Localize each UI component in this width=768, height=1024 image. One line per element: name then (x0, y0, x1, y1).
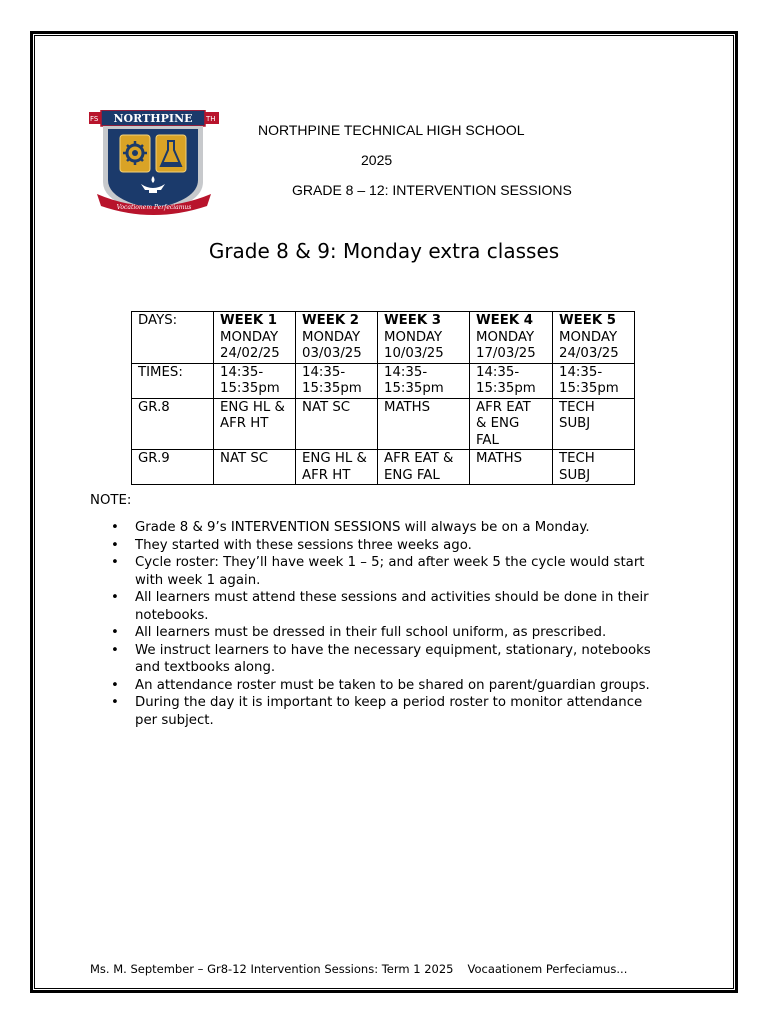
notes-list (0, 519, 680, 729)
note-text: All learners must attend these sessions and activities should be done in their (135, 590, 649, 605)
note-item (0, 694, 680, 729)
subject-line: & ENG (476, 416, 520, 431)
bullet-icon: • (111, 537, 119, 553)
footer-motto-text: Vocaationem Perfeciamus... (467, 962, 628, 976)
time-start: 14:35- (476, 364, 520, 380)
crest-banner-left-fragment: FS (90, 115, 99, 123)
schedule-table (131, 311, 635, 485)
note-text: During the day it is important to keep a period roster to monitor attendance (135, 695, 643, 710)
week-5-header-cell (553, 312, 635, 364)
gr8-subject-cell (296, 398, 378, 450)
time-end: 15:35pm (302, 381, 362, 396)
week-day: MONDAY (384, 329, 443, 345)
subject-line: AFR EAT (476, 399, 531, 415)
subject-line: AFR HT (302, 467, 351, 483)
sessions-subtitle: GRADE 8 – 12: INTERVENTION SESSIONS (292, 182, 572, 198)
footer-left-text: Ms. M. September – Gr8-12 Intervention Sessions: Term 1 2025 (90, 962, 454, 976)
week-3-time-cell (378, 363, 470, 398)
time-end: 15:35pm (559, 381, 619, 396)
note-text: Grade 8 & 9’s INTERVENTION SESSIONS will always be on a Monday. (135, 520, 590, 535)
schedule-row-gr9 (132, 450, 635, 485)
grade-label: GR.9 (138, 451, 170, 466)
week-1-time-cell (214, 363, 296, 398)
note-item (0, 554, 680, 589)
note-text: and textbooks along. (135, 660, 276, 675)
subject-line: ENG HL & (220, 399, 285, 415)
gr9-subject-cell (470, 450, 553, 485)
gr9-label-cell (132, 450, 214, 485)
week-label: WEEK 5 (559, 313, 617, 328)
subject-line: SUBJ (559, 467, 591, 483)
gr9-subject-cell (214, 450, 296, 485)
subject-line: FAL (476, 432, 499, 448)
time-end: 15:35pm (220, 381, 280, 396)
week-label: WEEK 2 (302, 313, 360, 328)
crest-motto-ribbon: Vocationem Perfeciamus (116, 204, 192, 211)
bullet-icon: • (111, 520, 119, 535)
gr9-subject-cell (553, 450, 635, 485)
year-heading: 2025 (361, 152, 393, 168)
subject-line: AFR HT (220, 416, 269, 431)
school-crest-logo (89, 110, 219, 220)
time-end: 15:35pm (476, 381, 536, 396)
week-day: MONDAY (476, 329, 535, 345)
week-day: MONDAY (220, 329, 279, 345)
subject-line: NAT SC (302, 399, 351, 415)
crest-banner-text: NORTHPINE (113, 112, 193, 125)
note-text: They started with these sessions three weeks ago. (135, 537, 472, 553)
gr8-subject-cell (378, 398, 470, 450)
document-title: Grade 8 & 9: Monday extra classes (208, 239, 560, 263)
week-date: 17/03/25 (476, 346, 536, 361)
page-footer (90, 962, 627, 976)
note-text: An attendance roster must be taken to be shared on parent/guardian groups. (135, 677, 650, 693)
week-1-header-cell (214, 312, 296, 364)
gr8-subject-cell (553, 398, 635, 450)
schedule-row-gr8 (132, 398, 635, 450)
week-3-header-cell (378, 312, 470, 364)
note-text: We instruct learners to have the necessary equipment, stationary, notebooks (135, 642, 651, 658)
gr8-subject-cell (214, 398, 296, 450)
note-item (0, 537, 680, 555)
subject-line: MATHS (384, 399, 431, 415)
subject-line: AFR EAT & (384, 451, 454, 466)
note-item (0, 624, 680, 642)
bullet-icon: • (111, 555, 119, 570)
week-4-time-cell (470, 363, 553, 398)
times-label-cell (132, 363, 214, 398)
subject-line: ENG HL & (302, 451, 367, 466)
gr9-subject-cell (378, 450, 470, 485)
subject-line: SUBJ (559, 416, 591, 431)
time-start: 14:35- (302, 364, 346, 380)
note-item (0, 519, 680, 537)
week-date: 24/02/25 (220, 346, 280, 361)
time-start: 14:35- (559, 364, 603, 380)
week-day: MONDAY (559, 329, 618, 345)
gr8-subject-cell (470, 398, 553, 450)
note-text: with week 1 again. (135, 572, 261, 588)
note-text: Cycle roster: They’ll have week 1 – 5; and after week 5 the cycle would start (135, 555, 645, 570)
week-date: 24/03/25 (559, 346, 619, 361)
bullet-icon: • (111, 677, 119, 693)
days-label: DAYS: (138, 313, 178, 328)
days-label-cell (132, 312, 214, 364)
times-label: TIMES: (138, 364, 183, 380)
time-end: 15:35pm (384, 381, 444, 396)
bullet-icon: • (111, 625, 119, 640)
week-2-time-cell (296, 363, 378, 398)
week-label: WEEK 1 (220, 313, 278, 328)
week-date: 10/03/25 (384, 346, 444, 361)
week-4-header-cell (470, 312, 553, 364)
subject-line: TECH (559, 451, 595, 466)
bullet-icon: • (111, 642, 119, 658)
note-item (0, 677, 680, 695)
grade-label: GR.8 (138, 399, 170, 415)
week-label: WEEK 4 (476, 313, 534, 328)
bullet-icon: • (111, 695, 119, 710)
week-label: WEEK 3 (384, 313, 442, 328)
week-2-header-cell (296, 312, 378, 364)
week-day: MONDAY (302, 329, 361, 345)
note-text: notebooks. (135, 607, 209, 623)
note-text: All learners must be dressed in their full school uniform, as prescribed. (135, 625, 607, 640)
schedule-row-times (132, 363, 635, 398)
gr9-subject-cell (296, 450, 378, 485)
schedule-row-days (132, 312, 635, 364)
note-text: per subject. (135, 712, 214, 728)
week-5-time-cell (553, 363, 635, 398)
school-name-heading: NORTHPINE TECHNICAL HIGH SCHOOL (258, 122, 525, 138)
note-item (0, 589, 680, 624)
gr8-label-cell (132, 398, 214, 450)
subject-line: MATHS (476, 451, 523, 466)
subject-line: TECH (559, 399, 595, 415)
time-start: 14:35- (384, 364, 428, 380)
time-start: 14:35- (220, 364, 264, 380)
subject-line: NAT SC (220, 451, 269, 466)
note-item (0, 642, 680, 677)
subject-line: ENG FAL (384, 467, 440, 483)
crest-banner-right-fragment: TH (206, 115, 216, 123)
bullet-icon: • (111, 590, 119, 605)
week-date: 03/03/25 (302, 346, 362, 361)
note-label: NOTE: (90, 493, 132, 508)
